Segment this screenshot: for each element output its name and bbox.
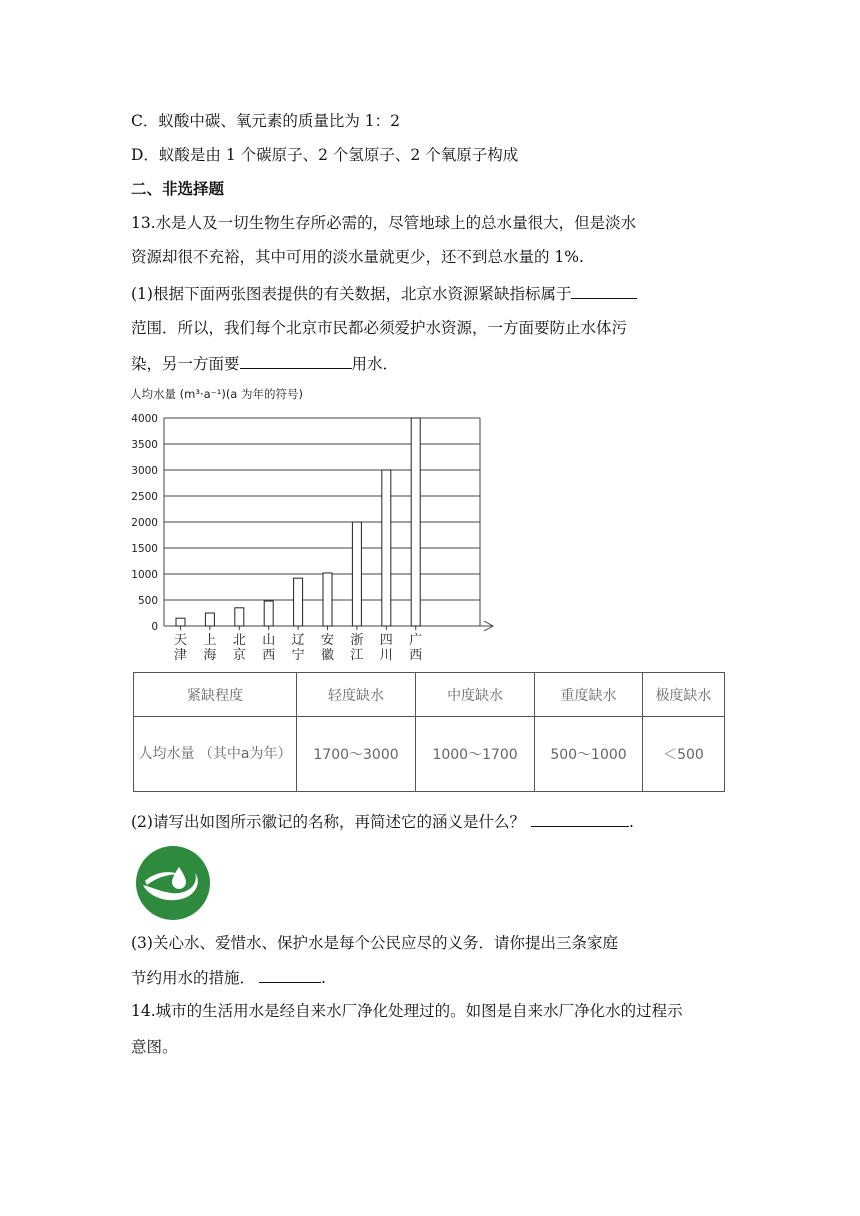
y-tick-label: 1000 [131, 569, 158, 581]
y-tick-label: 0 [151, 621, 158, 633]
x-tick-label: 北 [232, 633, 246, 648]
table-header-cell: 中度缺水 [416, 673, 535, 717]
q13-part3-end: . [321, 969, 326, 987]
x-tick-label: 京 [232, 648, 246, 663]
y-tick-label: 2500 [131, 491, 158, 503]
bar [382, 470, 391, 626]
scarcity-table [133, 672, 725, 792]
table-row [134, 717, 725, 792]
x-tick-label: 西 [262, 648, 276, 663]
table-cell: 500～1000 [535, 717, 643, 792]
q13-part1-text: (1)根据下面两张图表提供的有关数据，北京水资源紧缺指标属于 [131, 285, 572, 303]
q13-line-1: 13.水是人及一切生物生存所必需的，尽管地球上的总水量很大，但是淡水 [131, 214, 637, 232]
x-tick-label: 川 [379, 648, 393, 663]
chart-title: 人均水量 (m³·a⁻¹)(a 为年的符号) [130, 387, 303, 401]
q13-part3-text: 节约用水的措施． [131, 969, 256, 987]
bar [264, 601, 273, 626]
y-tick-label: 1500 [131, 543, 158, 555]
table-row-label: 人均水量 （其中a为年） [134, 717, 297, 792]
answer-blank-4[interactable] [259, 966, 321, 983]
x-tick-label: 西 [409, 648, 423, 663]
y-tick-label: 3500 [131, 439, 158, 451]
bar [205, 613, 214, 626]
x-tick-label: 徽 [320, 648, 335, 663]
q13-part1-line-2: 范围．所以，我们每个北京市民都必须爱护水资源，一方面要防止水体污 [131, 319, 628, 337]
section-title: 二、非选择题 [131, 180, 225, 198]
answer-blank-1[interactable] [571, 282, 637, 299]
answer-blank-2[interactable] [240, 352, 352, 369]
x-tick-label: 安 [320, 633, 335, 648]
x-tick-label: 海 [203, 648, 217, 663]
q13-part3-line-1: (3)关心水、爱惜水、保护水是每个公民应尽的义务．请你提出三条家庭 [131, 934, 618, 952]
answer-blank-3[interactable] [531, 810, 629, 827]
q13-line-2: 资源却很不充裕，其中可用的淡水量就更少，还不到总水量的 1%. [131, 248, 584, 266]
table-header-row [134, 673, 725, 717]
x-tick-label: 津 [173, 648, 188, 663]
q13-part2-text: (2)请写出如图所示徽记的名称，再简述它的涵义是什么？ [131, 813, 525, 831]
x-tick-label: 四 [379, 633, 393, 648]
table-cell: 1700～3000 [297, 717, 416, 792]
q14-line-2: 意图。 [131, 1038, 178, 1056]
table-cell: 1000～1700 [416, 717, 535, 792]
table-header-cell: 轻度缺水 [297, 673, 416, 717]
table-header-cell: 极度缺水 [642, 673, 724, 717]
q13-part1-text-a: 染，另一方面要 [131, 355, 240, 373]
x-tick-label: 广 [409, 633, 423, 648]
water-per-capita-chart [128, 378, 508, 668]
q13-part3-line-2 [131, 966, 326, 989]
table-cell: ＜500 [642, 717, 724, 792]
x-tick-label: 宁 [291, 648, 305, 663]
bar [411, 418, 420, 626]
option-d: D．蚁酸是由 1 个碳原子、2 个氢原子、2 个氧原子构成 [131, 146, 519, 164]
x-tick-label: 浙 [350, 633, 364, 648]
y-tick-label: 2000 [131, 517, 158, 529]
water-saving-badge-icon [135, 845, 211, 921]
q14-line-1: 14.城市的生活用水是经自来水厂净化处理过的。如图是自来水厂净化水的过程示 [131, 1002, 683, 1020]
q13-part1-line-3 [131, 352, 398, 375]
y-tick-label: 4000 [131, 413, 158, 425]
x-tick-label: 天 [173, 633, 188, 648]
table-header-cell: 紧缺程度 [134, 673, 297, 717]
x-tick-label: 山 [262, 633, 276, 648]
bar [235, 608, 244, 626]
bar [294, 578, 303, 626]
bar [352, 522, 361, 626]
x-tick-label: 辽 [291, 633, 305, 648]
q13-part1-line-1 [131, 282, 637, 305]
q13-part1-text-b: 用水． [351, 355, 399, 373]
table-header-cell: 重度缺水 [535, 673, 643, 717]
bar [323, 573, 332, 626]
x-tick-label: 上 [203, 633, 217, 648]
q13-part2-end: . [628, 813, 634, 831]
bar [176, 618, 185, 626]
x-tick-label: 江 [350, 648, 364, 663]
y-tick-label: 500 [137, 595, 158, 607]
y-tick-label: 3000 [131, 465, 158, 477]
q13-part2-line [131, 810, 634, 833]
option-c: C．蚁酸中碳、氧元素的质量比为 1：2 [131, 112, 401, 130]
